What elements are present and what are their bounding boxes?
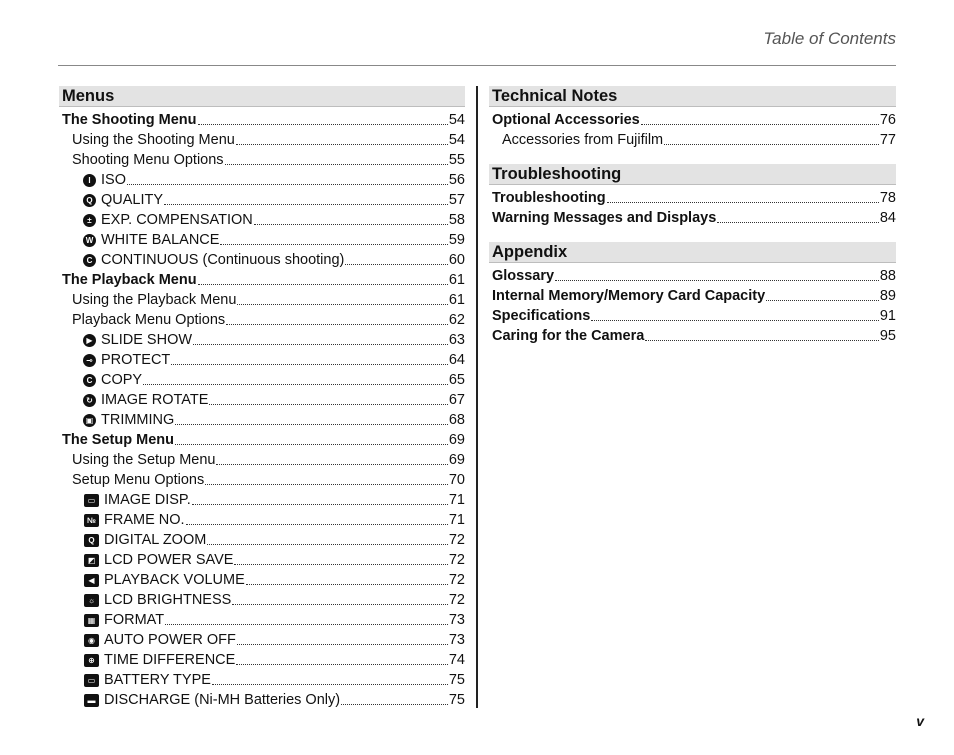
section-heading-troubleshooting: Troubleshooting: [489, 164, 896, 185]
toc-entry-quality[interactable]: Q QUALITY 57: [59, 190, 465, 210]
header-rule: [58, 65, 896, 66]
toc-entry-auto-power-off[interactable]: ◉ AUTO POWER OFF 73: [59, 630, 465, 650]
toc-entry-using-setup-menu[interactable]: Using the Setup Menu 69: [72, 452, 465, 468]
auto-power-off-icon: ◉: [84, 634, 99, 647]
toc-entry-discharge[interactable]: ▬ DISCHARGE (Ni-MH Batteries Only) 75: [59, 690, 465, 710]
toc-entry-frame-no[interactable]: № FRAME NO. 71: [59, 510, 465, 530]
toc-entry-playback-menu-options[interactable]: Playback Menu Options 62: [72, 312, 465, 328]
toc-entry-setup-menu-options[interactable]: Setup Menu Options 70: [72, 472, 465, 488]
protect-icon: ⊸: [83, 354, 96, 367]
troubleshooting-section: [489, 164, 896, 228]
technical-notes-section: [489, 86, 896, 150]
toc-entry-protect[interactable]: ⊸ PROTECT 64: [59, 350, 465, 370]
quality-icon: Q: [83, 194, 96, 207]
toc-entry-digital-zoom[interactable]: Q DIGITAL ZOOM 72: [59, 530, 465, 550]
time-difference-icon: ⊕: [84, 654, 99, 667]
toc-entry-image-rotate[interactable]: ↻ IMAGE ROTATE 67: [59, 390, 465, 410]
toc-entry-iso[interactable]: I ISO 56: [59, 170, 465, 190]
format-icon: ▦: [84, 614, 99, 627]
toc-entry-shooting-menu-options[interactable]: Shooting Menu Options 55: [72, 152, 465, 168]
lcd-power-save-icon: ◩: [84, 554, 99, 567]
toc-entry-caring-camera[interactable]: Caring for the Camera 95: [492, 328, 896, 344]
toc-entry-playback-menu[interactable]: The Playback Menu 61: [62, 272, 465, 288]
toc-entry-optional-accessories[interactable]: Optional Accessories 76: [492, 112, 896, 128]
toc-entry-playback-volume[interactable]: ◀ PLAYBACK VOLUME 72: [59, 570, 465, 590]
toc-entry-setup-menu[interactable]: The Setup Menu 69: [62, 432, 465, 448]
trimming-icon: ▣: [83, 414, 96, 427]
toc-entry-battery-type[interactable]: ▭ BATTERY TYPE 75: [59, 670, 465, 690]
digital-zoom-icon: Q: [84, 534, 99, 547]
toc-entry-specifications[interactable]: Specifications 91: [492, 308, 896, 324]
page-folio: v: [916, 713, 924, 729]
toc-entry-time-difference[interactable]: ⊕ TIME DIFFERENCE 74: [59, 650, 465, 670]
right-column: [489, 86, 896, 360]
column-divider: [476, 86, 478, 708]
toc-entry-exp-compensation[interactable]: ± EXP. COMPENSATION 58: [59, 210, 465, 230]
toc-entry-shooting-menu[interactable]: The Shooting Menu 54: [62, 112, 465, 128]
toc-entry-trimming[interactable]: ▣ TRIMMING 68: [59, 410, 465, 430]
battery-type-icon: ▭: [84, 674, 99, 687]
continuous-icon: C: [83, 254, 96, 267]
slide-show-icon: ▶: [83, 334, 96, 347]
lcd-brightness-icon: ☼: [84, 594, 99, 607]
appendix-section: [489, 242, 896, 346]
exp-compensation-icon: ±: [83, 214, 96, 227]
menus-section: [59, 86, 465, 710]
toc-entry-accessories-fujifilm[interactable]: Accessories from Fujifilm 77: [502, 132, 896, 148]
iso-icon: I: [83, 174, 96, 187]
left-column: [59, 86, 465, 724]
toc-entry-using-playback-menu[interactable]: Using the Playback Menu 61: [72, 292, 465, 308]
section-heading-menus: Menus: [59, 86, 465, 107]
toc-entry-lcd-brightness[interactable]: ☼ LCD BRIGHTNESS 72: [59, 590, 465, 610]
discharge-icon: ▬: [84, 694, 99, 707]
toc-entry-format[interactable]: ▦ FORMAT 73: [59, 610, 465, 630]
toc-entry-warning-messages[interactable]: Warning Messages and Displays 84: [492, 210, 896, 226]
copy-icon: C: [83, 374, 96, 387]
section-heading-technical-notes: Technical Notes: [489, 86, 896, 107]
image-rotate-icon: ↻: [83, 394, 96, 407]
toc-entry-using-shooting-menu[interactable]: Using the Shooting Menu 54: [72, 132, 465, 148]
toc-entry-image-disp[interactable]: ▭ IMAGE DISP. 71: [59, 490, 465, 510]
toc-entry-lcd-power-save[interactable]: ◩ LCD POWER SAVE 72: [59, 550, 465, 570]
frame-no-icon: №: [84, 514, 99, 527]
toc-entry-continuous[interactable]: C CONTINUOUS (Continuous shooting) 60: [59, 250, 465, 270]
image-disp-icon: ▭: [84, 494, 99, 507]
toc-entry-troubleshooting[interactable]: Troubleshooting 78: [492, 190, 896, 206]
toc-entry-white-balance[interactable]: W WHITE BALANCE 59: [59, 230, 465, 250]
toc-entry-slide-show[interactable]: ▶ SLIDE SHOW 63: [59, 330, 465, 350]
toc-entry-glossary[interactable]: Glossary 88: [492, 268, 896, 284]
toc-entry-memory-capacity[interactable]: Internal Memory/Memory Card Capacity 89: [492, 288, 896, 304]
section-heading-appendix: Appendix: [489, 242, 896, 263]
white-balance-icon: W: [83, 234, 96, 247]
page-header-title: Table of Contents: [763, 29, 896, 48]
toc-entry-copy[interactable]: C COPY 65: [59, 370, 465, 390]
playback-volume-icon: ◀: [84, 574, 99, 587]
